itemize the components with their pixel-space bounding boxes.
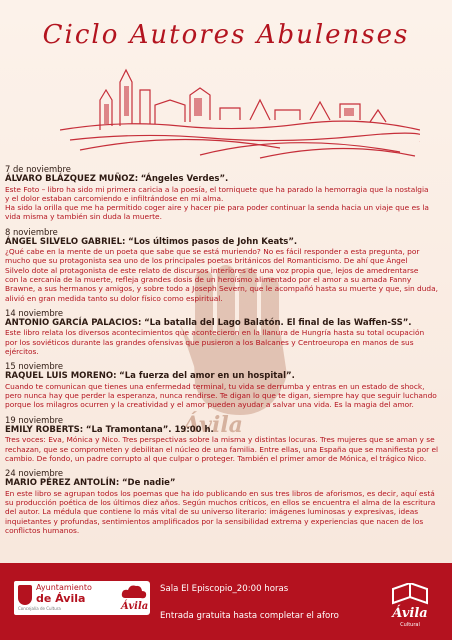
event-item	[5, 164, 447, 222]
desc-line: Este Foto – libro ha sido mi primera caricia a la poesía, el torniquete que ha parado la hemorragia que la nostalgia	[5, 184, 429, 194]
book-icon	[385, 583, 435, 607]
event-heading	[5, 478, 447, 489]
watermark-text: Ávila	[183, 412, 243, 438]
event-heading	[5, 371, 447, 382]
avila-cultural-logo	[385, 583, 435, 635]
event-list	[5, 164, 447, 540]
city-crest-icon	[18, 585, 32, 605]
event-author: ANTONIO GARCÍA PALACIOS:	[5, 317, 142, 328]
event-description	[5, 489, 447, 535]
desc-line: cambio. De fondo, un padre corrupto al que culpar o proteger. También el primer amor de Mónica, el trágico Nico.	[5, 453, 427, 463]
desc-line: con la cercanía de la muerte, refleja grandes dosis de un heroísmo alimentado por el amor a su amada Fanny	[5, 275, 412, 285]
desc-line: Ha sido la orilla que me ha permitido coger aire y hacer pie para poder continuar la senda hacia un viaje que es la	[5, 203, 429, 213]
ayuntamiento-label: Ayuntamiento	[36, 583, 92, 592]
event-description	[5, 435, 447, 463]
event-date: 14 noviembre	[5, 307, 64, 318]
event-author: ÁLVARO BLÁZQUEZ MUÑOZ:	[5, 174, 139, 184]
event-book-title: “Los últimos pasos de John Keats”.	[128, 236, 298, 247]
event-description	[5, 328, 447, 356]
event-heading	[5, 237, 447, 248]
event-heading	[5, 318, 447, 329]
avila-cultural-sub: Cultural	[400, 622, 420, 628]
event-date: 15 noviembre	[5, 361, 64, 372]
event-author: MARIO PÉREZ ANTOLÍN:	[5, 478, 120, 489]
event-item	[5, 361, 447, 409]
desc-line: Silvelo dote al protagonista de este relato de discursos interiores de una voz propia que, lejos de amedrentarse	[5, 265, 419, 275]
event-item	[5, 415, 447, 463]
event-author: ÁNGEL SILVELO GABRIEL:	[5, 236, 126, 247]
event-heading	[5, 425, 447, 436]
desc-line: conflictos humanos.	[5, 525, 80, 535]
poster-title: Ciclo Autores Abulenses	[42, 20, 410, 50]
event-item	[5, 227, 447, 303]
event-book-title: “De nadie”	[121, 478, 176, 489]
event-description	[5, 247, 447, 303]
desc-line: su producción poética de los últimos diez años. Según muchos críticos, en ellos se encuentra el alma de la escritura	[5, 497, 436, 507]
event-book-title: “La Tramontana”. 19:00 h.	[85, 424, 214, 435]
event-book-title: “Ángeles Verdes”.	[140, 174, 229, 184]
desc-line: y el dolor estaban carcomiendo e infiltrándose en mi alma.	[5, 193, 224, 203]
desc-line: vida misma y también sin duda la muerte.	[5, 212, 162, 222]
desc-line: Cuando te comunican que tienes una enfermedad terminal, tu vida se derrumba y entras en un estado de shock,	[5, 381, 425, 391]
desc-line: por los soviéticos durante las grandes ofensivas que pusieron a los Balcanes y Centroeuropa en manos de sus	[5, 337, 414, 347]
avila-secondary-logo-text: Ávila	[121, 601, 149, 612]
event-item	[5, 308, 447, 356]
desc-line: Brawne, a sus hermanos y amigos, y sobre todo a Joseph Severn, que le acompañó hasta su muerte y que, sin duda,	[5, 284, 438, 294]
desc-line: rechazan, que se comprometen y debilitan el núcleo de una familia. Entre ellas, una España que se manifiesta por el	[5, 444, 439, 454]
desc-line: del autor. La médula que contiene lo más vital de su universo literario: imágenes luminosas y expresivas, ideas	[5, 507, 419, 517]
avila-secondary-logo	[118, 581, 150, 615]
desc-line: Este libro relata los diversos acontecimientos que acontecieron en la llanura de Hungría hasta su total ocupación	[5, 328, 425, 338]
event-date: 19 noviembre	[5, 414, 64, 425]
event-book-title: “La batalla del Lago Balatón. El final de las Waffen-SS”.	[144, 317, 412, 328]
event-date: 24 noviembre	[5, 468, 64, 479]
event-date: 8 noviembre	[5, 226, 58, 237]
cloud-icon	[119, 582, 149, 602]
ayuntamiento-subtitle: Concejalía de Cultura	[18, 606, 61, 611]
ayuntamiento-city: de Ávila	[36, 592, 86, 605]
footer-bar	[0, 563, 452, 640]
desc-line: porque los milagros ocurren y la creatividad y el amor pueden ayudar a salvar una vida. Es la magia del amor.	[5, 400, 414, 410]
ayuntamiento-logo	[14, 581, 126, 615]
venue-info: Sala El Episcopio_20:00 horas	[160, 584, 289, 594]
desc-line: pero nunca hay que perder la esperanza, nunca rendirse. Te digan lo que te digan, siempre hay que seguir luchando	[5, 391, 437, 401]
event-heading	[5, 174, 447, 185]
desc-line: ejércitos.	[5, 347, 39, 357]
desc-line: inquietantes y profundas, sentimientos amplificados por la sensibilidad extrema y experiencias que nacen de los	[5, 516, 424, 526]
event-author: RAQUEL LUIS MORENO:	[5, 371, 117, 382]
desc-line: ¿Qué cabe en la mente de un poeta que sabe que se está muriendo? No es fácil responder a esta pregunta, por	[5, 247, 420, 257]
desc-line: Tres voces: Eva, Mónica y Nico. Tres perspectivas sobre la misma y distintas locuras. Tres mujeres que se aman y se	[5, 435, 435, 445]
desc-line: alivió en gran medida tanto su dolor físico como espiritual.	[5, 293, 223, 303]
avila-cultural-text: Ávila	[392, 606, 428, 621]
event-book-title: “La fuerza del amor en un hospital”.	[119, 371, 295, 382]
event-description	[5, 185, 447, 222]
event-date: 7 de noviembre	[5, 164, 71, 174]
desc-line: En este libro se agrupan todos los poemas que ha ido publicando en sus tres libros de aforismos, es decir, aquí está	[5, 488, 435, 498]
city-skyline-illustration	[60, 60, 420, 160]
event-item	[5, 468, 447, 535]
desc-line: mucho que su protagonista sea uno de los principales poetas británicos del Romanticismo. De ahí que Ángel	[5, 256, 408, 266]
event-description	[5, 382, 447, 410]
event-author: EMILY ROBERTS:	[5, 424, 84, 435]
entry-info: Entrada gratuita hasta completar el aforo	[160, 611, 339, 621]
